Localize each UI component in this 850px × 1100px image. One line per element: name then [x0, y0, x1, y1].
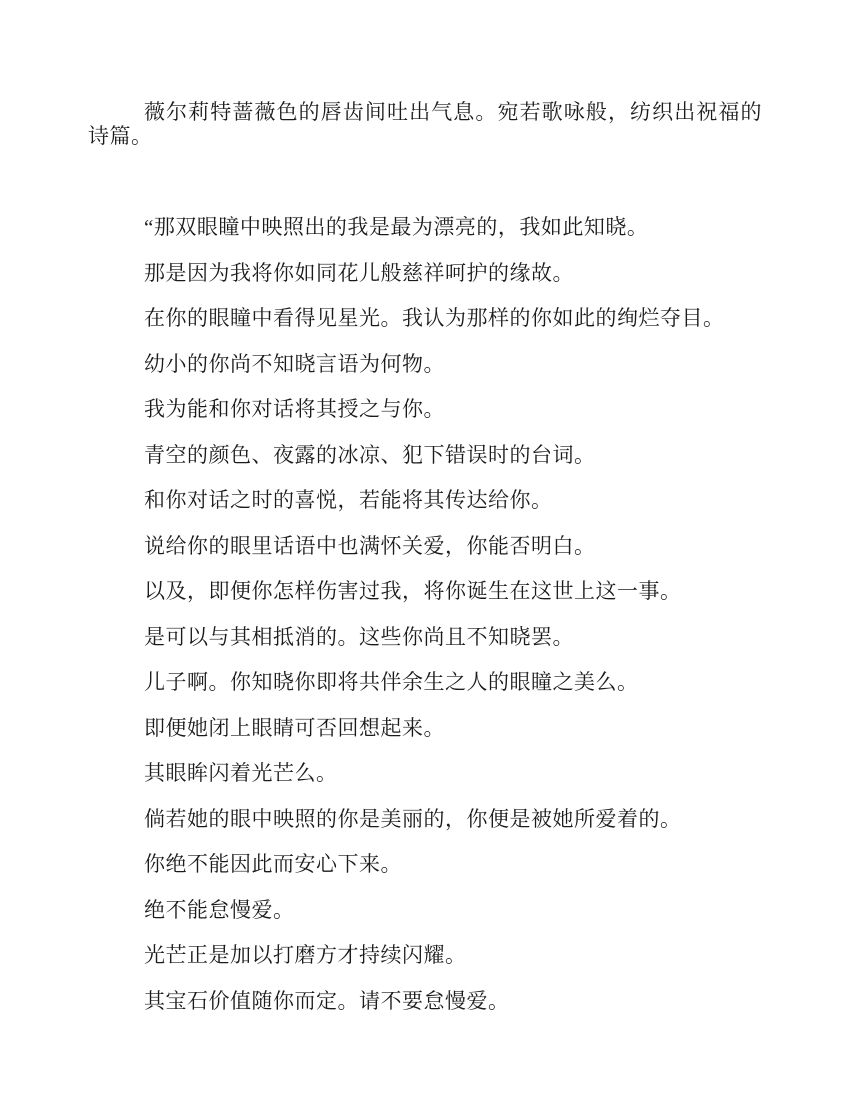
paragraph-intro: 薇尔莉特蔷薇色的唇齿间吐出气息。宛若歌咏般，纺织出祝福的诗篇。	[88, 100, 762, 148]
paragraph-quote-line-1: “那双眼瞳中映照出的我是最为漂亮的，我如此知晓。	[144, 215, 649, 239]
paragraph-quote-line-12: 即便她闭上眼睛可否回想起来。	[144, 715, 445, 740]
paragraph-quote-line-7: 和你对话之时的喜悦，若能将其传达给你。	[144, 488, 553, 512]
paragraph-quote-line-2: 那是因为我将你如同花儿般慈祥呵护的缘故。	[144, 260, 574, 285]
paragraph-quote-line-10: 是可以与其相抵消的。这些你尚且不知晓罢。	[144, 624, 574, 649]
paragraph-quote-line-6: 青空的颜色、夜露的冰凉、犯下错误时的台词。	[144, 442, 596, 467]
paragraph-blank	[88, 170, 762, 194]
paragraph-quote-line-18: 其宝石价值随你而定。请不要怠慢爱。	[144, 988, 510, 1013]
paragraph-quote-line-9: 以及，即便你怎样伤害过我，将你诞生在这世上这一事。	[144, 579, 682, 603]
paragraph-quote-line-3: 在你的眼瞳中看得见星光。我认为那样的你如此的绚烂夺目。	[144, 306, 725, 330]
paragraph-quote-line-5: 我为能和你对话将其授之与你。	[144, 397, 445, 421]
paragraph-quote-line-11: 儿子啊。你知晓你即将共伴余生之人的眼瞳之美么。	[144, 670, 639, 694]
paragraph-quote-line-16: 绝不能怠慢爱。	[144, 897, 295, 922]
paragraph-quote-line-14: 倘若她的眼中映照的你是美丽的，你便是被她所爱着的。	[144, 806, 682, 831]
paragraph-quote-line-4: 幼小的你尚不知晓言语为何物。	[144, 351, 445, 376]
paragraph-quote-line-15: 你绝不能因此而安心下来。	[144, 852, 402, 876]
paragraph-quote-line-17: 光芒正是加以打磨方才持续闪耀。	[144, 943, 467, 967]
paragraph-quote-line-13: 其眼眸闪着光芒么。	[144, 761, 338, 785]
paragraph-quote-line-8: 说给你的眼里话语中也满怀关爱，你能否明白。	[144, 533, 596, 558]
